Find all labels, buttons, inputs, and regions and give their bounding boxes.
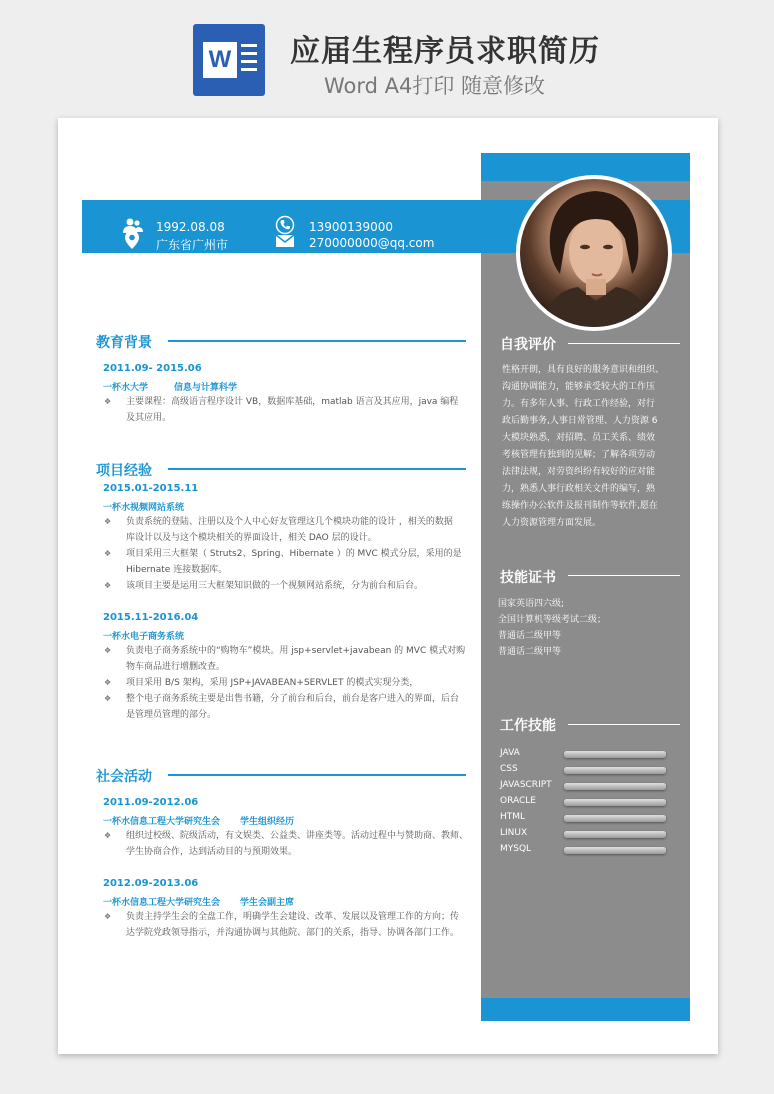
skill-bar bbox=[564, 831, 666, 838]
text-line: 考核管理有独到的见解；了解各项劳动 bbox=[502, 450, 656, 460]
bullet-icon: ❖ bbox=[104, 397, 112, 406]
section-title-self-eval: 自我评价 bbox=[500, 337, 556, 353]
skill-row bbox=[500, 780, 680, 796]
bullet-text: 学生协商合作，达到活动目的与预期效果。 bbox=[126, 847, 298, 857]
skill-fill bbox=[564, 847, 666, 854]
list-item bbox=[98, 643, 506, 675]
education-date: 2011.09- 2015.06 bbox=[103, 363, 202, 374]
text-line: 性格开朗，具有良好的服务意识和组织、 bbox=[502, 365, 665, 375]
text-line: 法律法规，对劳资纠纷有较好的应对能 bbox=[502, 467, 656, 477]
project-name: 一杯水视频网站系统 bbox=[103, 503, 185, 513]
activity-date: 2011.09-2012.06 bbox=[103, 797, 199, 808]
section-title-education: 教育背景 bbox=[96, 335, 152, 351]
location: 广东省广州市 bbox=[156, 238, 229, 252]
project-date: 2015.01-2015.11 bbox=[103, 483, 199, 494]
section-divider bbox=[168, 340, 466, 342]
cert-list bbox=[498, 596, 682, 660]
skill-name: JAVA bbox=[500, 748, 520, 758]
bullet-text: 负责电子商务系统中的“购物车”模块。用 jsp+servlet+javabean 的 MVC 模式对购 bbox=[126, 646, 466, 656]
skill-bar bbox=[564, 751, 666, 758]
side-bottom-stripe bbox=[481, 998, 690, 1021]
bullet-text: 物车商品进行增删改查。 bbox=[126, 662, 226, 672]
project-name: 一杯水电子商务系统 bbox=[103, 632, 185, 642]
skill-row bbox=[500, 844, 680, 860]
skill-name: ORACLE bbox=[500, 796, 536, 806]
text-line: 人力资源管理方面发展。 bbox=[502, 518, 602, 528]
cert-item: 国家英语四六级; bbox=[498, 599, 565, 609]
section-title-projects: 项目经验 bbox=[96, 463, 152, 479]
word-logo-lines bbox=[241, 44, 257, 76]
skill-fill bbox=[564, 767, 666, 774]
skill-name: CSS bbox=[500, 764, 518, 774]
phone: 13900139000 bbox=[309, 220, 393, 234]
list-item bbox=[98, 675, 506, 691]
text-line: 沟通协调能力，能够承受较大的工作压 bbox=[502, 382, 656, 392]
bullet-text: 组织过校级、院级活动，有文娱类、公益类、讲座类等。活动过程中与赞助商、教师、 bbox=[126, 831, 469, 841]
skill-row bbox=[500, 828, 680, 844]
bullet-text: 负责主持学生会的全盘工作，明确学生会建设、改革、发展以及管理工作的方向；传 bbox=[126, 912, 460, 922]
bullet-text: 及其应用。 bbox=[126, 413, 172, 423]
skill-fill bbox=[564, 815, 666, 822]
bullet-text: 项目采用三大框架（ Struts2、Spring、Hibernate ）的 MVC 模式分层，采用的是 bbox=[126, 549, 462, 559]
phone-icon bbox=[275, 215, 295, 235]
skill-name: HTML bbox=[500, 812, 526, 822]
bullet-icon: ❖ bbox=[104, 517, 112, 526]
skill-bar bbox=[564, 847, 666, 854]
skill-bar bbox=[564, 799, 666, 806]
resume-page bbox=[58, 118, 718, 1054]
word-logo-letter: W bbox=[203, 42, 237, 78]
bullet-text: 库设计以及与这个模块相关的界面设计，相关 DAO 层的设计。 bbox=[126, 533, 377, 543]
cert-item: 普通话二级甲等 bbox=[498, 631, 562, 641]
bullet-icon: ❖ bbox=[104, 831, 112, 840]
side-divider bbox=[568, 724, 680, 725]
email: 270000000@qq.com bbox=[309, 236, 435, 250]
word-icon bbox=[193, 24, 265, 96]
list-item bbox=[98, 828, 506, 860]
activity-role: 学生组织经历 bbox=[240, 817, 295, 827]
avatar-image bbox=[520, 179, 668, 327]
text-line: 练操作办公软件及报刊制作等软件,愿在 bbox=[502, 501, 658, 511]
bullet-icon: ❖ bbox=[104, 549, 112, 558]
cert-item: 全国计算机等级考试二级； bbox=[498, 615, 607, 625]
list-item bbox=[98, 578, 506, 594]
section-title-skills: 工作技能 bbox=[500, 718, 556, 734]
section-divider bbox=[168, 774, 466, 776]
skill-name: MYSQL bbox=[500, 844, 532, 854]
activity-org: 一杯水信息工程大学研究生会 bbox=[103, 898, 221, 908]
skill-row bbox=[500, 764, 680, 780]
text-line: 大模块熟悉，对招聘、员工关系、绩效 bbox=[502, 433, 656, 443]
bullet-icon: ❖ bbox=[104, 912, 112, 921]
skill-fill bbox=[564, 751, 666, 758]
list-item bbox=[98, 691, 506, 723]
section-title-activities: 社会活动 bbox=[96, 769, 152, 785]
text-line: 力。有多年人事、行政工作经验，对行 bbox=[502, 399, 656, 409]
skill-bar bbox=[564, 815, 666, 822]
page-subtitle: Word A4打印 随意修改 bbox=[324, 74, 546, 98]
education-school: 一杯水大学 bbox=[103, 383, 149, 393]
skill-bar bbox=[564, 767, 666, 774]
section-title-certs: 技能证书 bbox=[500, 570, 556, 586]
bullet-text: 达学院党政领导指示，并沟通协调与其他院、部门的关系，指导、协调各部门工作。 bbox=[126, 928, 460, 938]
skill-row bbox=[500, 796, 680, 812]
skill-name: JAVASCRIPT bbox=[500, 780, 552, 790]
skill-fill bbox=[564, 831, 666, 838]
skill-row bbox=[500, 748, 680, 764]
bullet-text: 项目采用 B/S 架构，采用 JSP+JAVABEAN+SERVLET 的模式实现分类， bbox=[126, 678, 419, 688]
skill-row bbox=[500, 812, 680, 828]
page-title: 应届生程序员求职简历 bbox=[290, 34, 600, 69]
bullet-text: 负责系统的登陆、注册以及个人中心好友管理这几个模块功能的设计 ，相关的数据 bbox=[126, 517, 453, 527]
education-major: 信息与计算科学 bbox=[174, 383, 238, 393]
list-item bbox=[98, 394, 506, 426]
list-item bbox=[98, 909, 506, 941]
skill-fill bbox=[564, 799, 666, 806]
section-divider bbox=[168, 468, 466, 470]
text-line: 力，熟悉人事行政相关文件的编写，熟 bbox=[502, 484, 656, 494]
cert-item: 普通话二级甲等 bbox=[498, 647, 562, 657]
activity-role: 学生会副主席 bbox=[240, 898, 295, 908]
skill-fill bbox=[564, 783, 666, 790]
list-item bbox=[98, 546, 506, 578]
email-icon bbox=[275, 234, 295, 248]
bullet-icon: ❖ bbox=[104, 678, 112, 687]
activity-org: 一杯水信息工程大学研究生会 bbox=[103, 817, 221, 827]
side-divider bbox=[568, 343, 680, 344]
bullet-text: Hibernate 连接数据库。 bbox=[126, 565, 228, 575]
birthday: 1992.08.08 bbox=[156, 220, 225, 234]
portrait-illustration bbox=[520, 179, 668, 327]
project-date: 2015.11-2016.04 bbox=[103, 612, 199, 623]
list-item bbox=[98, 514, 506, 546]
text-line: 政后勤事务,人事日常管理、人力资源 6 bbox=[502, 416, 658, 426]
bullet-text: 是管理员管理的部分。 bbox=[126, 710, 217, 720]
avatar bbox=[516, 175, 672, 331]
location-icon bbox=[124, 230, 140, 250]
bullet-text: 主要课程：高级语言程序设计 VB，数据库基础，matlab 语言及其应用，java 编程 bbox=[126, 397, 459, 407]
bullet-icon: ❖ bbox=[104, 646, 112, 655]
skill-bar bbox=[564, 783, 666, 790]
self-eval-text bbox=[502, 362, 684, 532]
bullet-text: 整个电子商务系统主要是出售书籍，分了前台和后台，前台是客户进入的界面，后台 bbox=[126, 694, 460, 704]
side-divider bbox=[568, 575, 680, 576]
bullet-text: 该项目主要是运用三大框架知识做的一个视频网站系统，分为前台和后台。 bbox=[126, 581, 424, 591]
top-header bbox=[0, 0, 774, 110]
bullet-icon: ❖ bbox=[104, 694, 112, 703]
activity-date: 2012.09-2013.06 bbox=[103, 878, 199, 889]
skill-name: LINUX bbox=[500, 828, 528, 838]
bullet-icon: ❖ bbox=[104, 581, 112, 590]
